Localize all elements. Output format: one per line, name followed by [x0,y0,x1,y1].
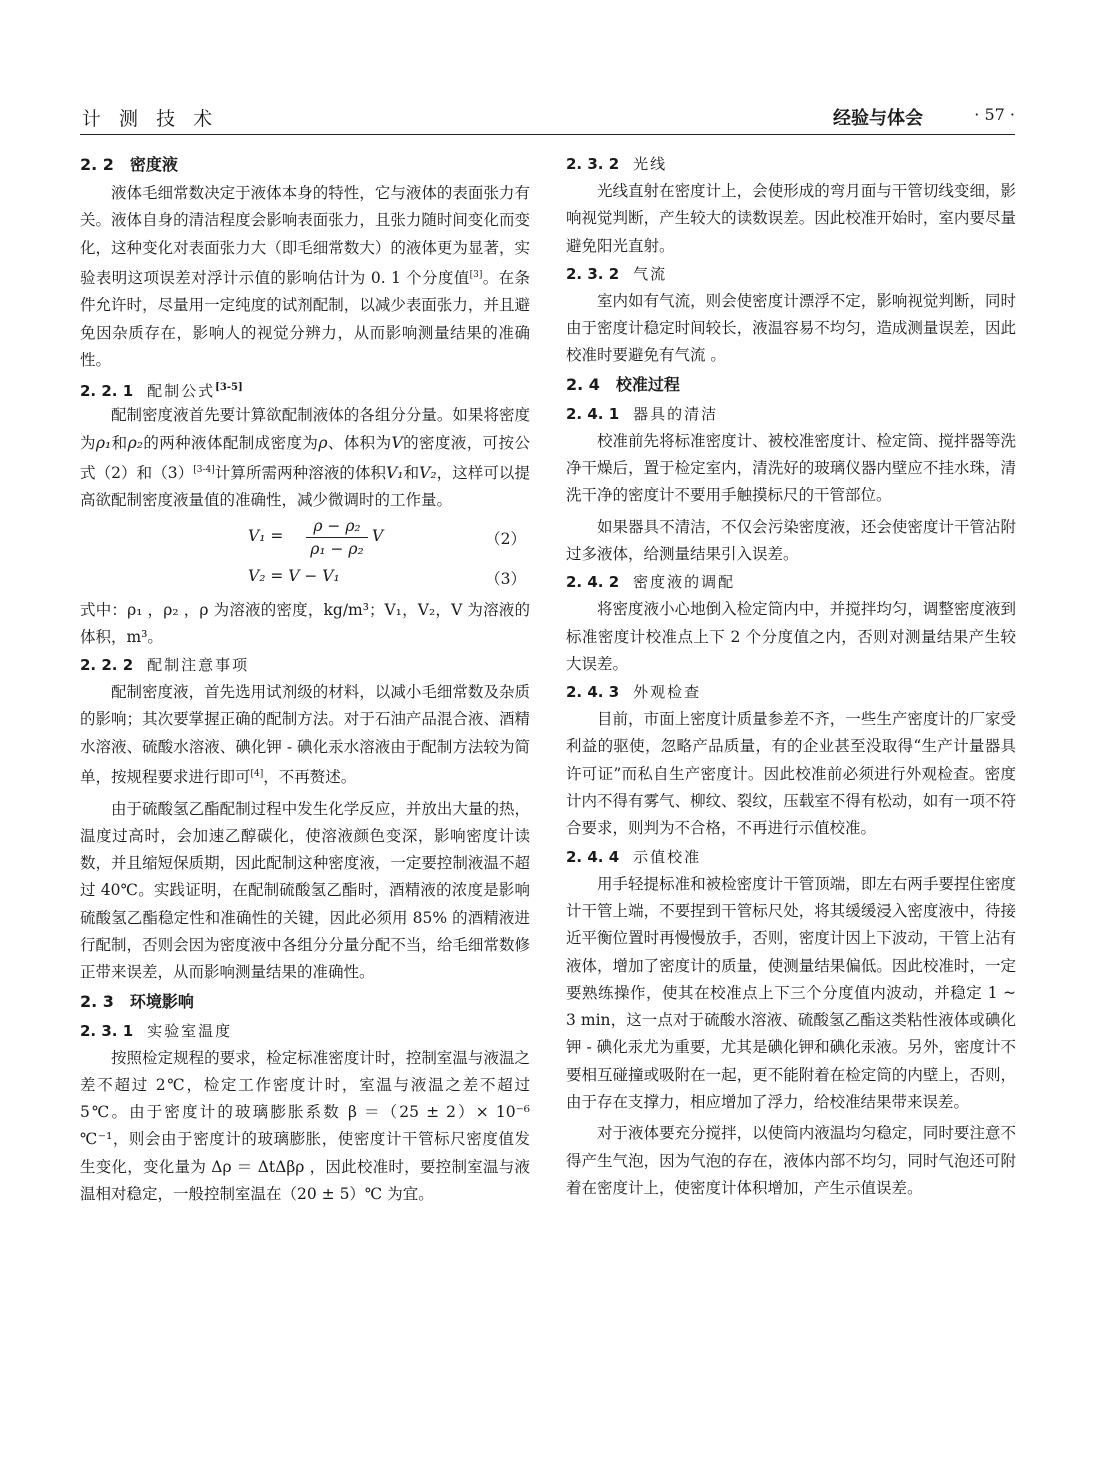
heading-2-3-2: 2. 3. 2 光线 [566,155,668,173]
paragraph: 式中：ρ₁ ，ρ₂ ，ρ 为溶液的密度，kg/m³；V₁，V₂，V 为溶液的体积，m³。 [80,600,530,646]
paragraph: 室内如有气流，则会使密度计漂浮不定，影响视觉判断，同时由于密度计稳定时间较长，液温容易不均匀，造成测量误差，因此校准时要避免有气流 。 [566,291,1016,365]
heading-2-4-1: 2. 4. 1 器具的清洁 [566,404,719,423]
paragraph: 按照检定规程的要求，检定标准密度计时，控制室温与液温之差不超过 2℃，检定工作密度计时，室温与液温之差不超过 5℃。由于密度计的玻璃膨胀系数 β ＝（25 ± 2）× 10⁻⁶ ℃⁻¹，则会由于密度计的玻璃膨胀，使密度计干管标尺密度值发生变化，变化量为 Δρ ＝ ΔtΔβρ ，因此校准时，要控制室温与液温相对稳定，一般控制室温在（20 ± 5）℃ 为宜。 [80,1048,530,1204]
equation-number: （2） [485,529,526,548]
paragraph: 如果器具不清洁，不仅会污染密度液，还会使密度计干管沾附过多液体，给测量结果引入误差。 [566,517,1016,563]
heading-2-4: 2. 4 校准过程 [566,374,680,394]
paragraph: 由于硫酸氢乙酯配制过程中发生化学反应，并放出大量的热，温度过高时，会加速乙醇碳化，使溶液颜色变深，影响密度计读数，并且缩短保质期，因此配制这种密度液，一定要控制液温不超过 40℃。实践证明，在配制硫酸氢乙酯时，酒精液的浓度是影响硫酸氢乙酯稳定性和准确性的关键，因此必须用 85% 的酒精液进行配制，否则会因为密度液中各组分分量分配不当，给毛细常数修正带来误差，从而影响测量结果的准确性。 [80,799,530,982]
heading-2-4-2: 2. 4. 2 密度液的调配 [566,573,736,592]
paragraph: 用手轻提标准和被检密度计干管顶端，即左右两手要捏住密度计干管上端，不要捏到干管标尺处，将其缓缓浸入密度液中，待接近平衡位置时再慢慢放手，否则，密度计因上下波动，干管上沾有液体，增加了密度计的质量，使测量结果偏低。因此校准时，一定要熟练操作，使其在校准点上下三个分度值内波动，并稳定 1 ~ 3 min，这一点对于硫酸水溶液、硫酸氢乙酯这类粘性液体或碘化钾 - 碘化汞尤为重要，尤其是碘化钾和碘化汞液。另外，密度计不要相互碰撞或吸附在一起，更不能附着在检定筒的内壁上，否则，由于存在支撑力，相应增加了浮力，给校准结果带来误差。 [566,874,1016,1112]
heading-2-3-1: 2. 3. 1 实验室温度 [80,1021,233,1040]
heading-2-3: 2. 3 环境影响 [80,991,194,1011]
heading-2-2: 2. 2 密度液 [80,155,178,174]
equation-2: V₁ = $\frac{\text{ρ − ρ₂}}{\text{ρ₁ − ρ₂}}$ V （2） [248,516,526,558]
paragraph: 配制密度液首先要计算欲配制液体的各组分分量。如果将密度为ρ₁和ρ₂的两种液体配制成密度为ρ、体积为V的密度液，可按公式（2）和（3）[3-4]计算所需两种溶液的体积V₁和V₂，这样可以提高欲配制密度液量值的准确性，减少微调时的工作量。 [80,406,530,510]
paragraph: 液体毛细常数决定于液体本身的特性，它与液体的表面张力有关。液体自身的清洁程度会影响表面张力，且张力随时间变化而变化，这种变化对表面张力大（即毛细常数大）的液体更为显著，实验表明这项误差对浮计示值的影响估计为 0. 1 个分度值[3]。在条件允许时，尽量用一定纯度的试剂配制，以减少表面张力，并且避免因杂质存在，影响人的视觉分辨力，从而影响测量结果的准确性。 [80,184,530,369]
paragraph: 校准前先将标准密度计、被校准密度计、检定筒、搅拌器等洗净干燥后，置于检定室内，清洗好的玻璃仪器内壁应不挂水珠，清洗干净的密度计不要用手触摸标尺的干管部位。 [566,431,1016,505]
running-header [80,104,1015,130]
equation-3: V₂ = V − V₁ （3） [248,566,526,588]
header-rule [80,134,1015,135]
heading-2-2-2: 2. 2. 2 配制注意事项 [80,656,250,675]
section-name: 经验与体会 [833,108,923,129]
heading-2-4-3: 2. 4. 3 外观检查 [566,683,702,702]
equation-number: （3） [485,569,526,588]
journal-name: 计 测 技 术 [82,108,219,130]
paragraph: 光线直射在密度计上，会使形成的弯月面与干管切线变细，影响视觉判断，产生较大的读数误差。因此校准开始时，室内要尽量避免阳光直射。 [566,182,1016,255]
right-column [566,150,1016,1202]
paragraph: 配制密度液，首先选用试剂级的材料，以减小毛细常数及杂质的影响；其次要掌握正确的配制方法。对于石油产品混合液、酒精水溶液、硫酸水溶液、碘化钾 - 碘化汞水溶液由于配制方法较为简单，按规程要求进行即可[4]，不再赘述。 [80,683,530,787]
left-column [80,150,530,1208]
heading-2-4-4: 2. 4. 4 示值校准 [566,847,702,866]
paragraph: 目前，市面上密度计质量参差不齐，一些生产密度计的厂家受利益的驱使，忽略产品质量，有的企业甚至没取得“生产计量器具许可证”而私自生产密度计。因此校准前必须进行外观检查。密度计内不得有雾气、柳纹、裂纹，压载室不得有松动，如有一项不符合要求，则判为不合格，不再进行示值校准。 [566,710,1016,838]
heading-2-2-1: 2. 2. 1 配制公式[3-5] [80,382,243,401]
paragraph: 对于液体要充分搅拌，以使筒内液温均匀稳定，同时要注意不得产生气泡，因为气泡的存在，液体内部不均匀，同时气泡还可附着在密度计上，使密度计体积增加，产生示值误差。 [566,1124,1016,1197]
page-number: · 57 · [974,105,1015,124]
fraction: $\frac{\text{ρ − ρ₂}}{\text{ρ₁ − ρ₂}}$ [306,515,368,560]
paragraph: 将密度液小心地倒入检定筒内中，并搅拌均匀，调整密度液到标准密度计校准点上下 2 个分度值之内，否则对测量结果产生较大误差。 [566,600,1016,673]
heading-2-3-2-airflow: 2. 3. 2 气流 [566,264,668,283]
